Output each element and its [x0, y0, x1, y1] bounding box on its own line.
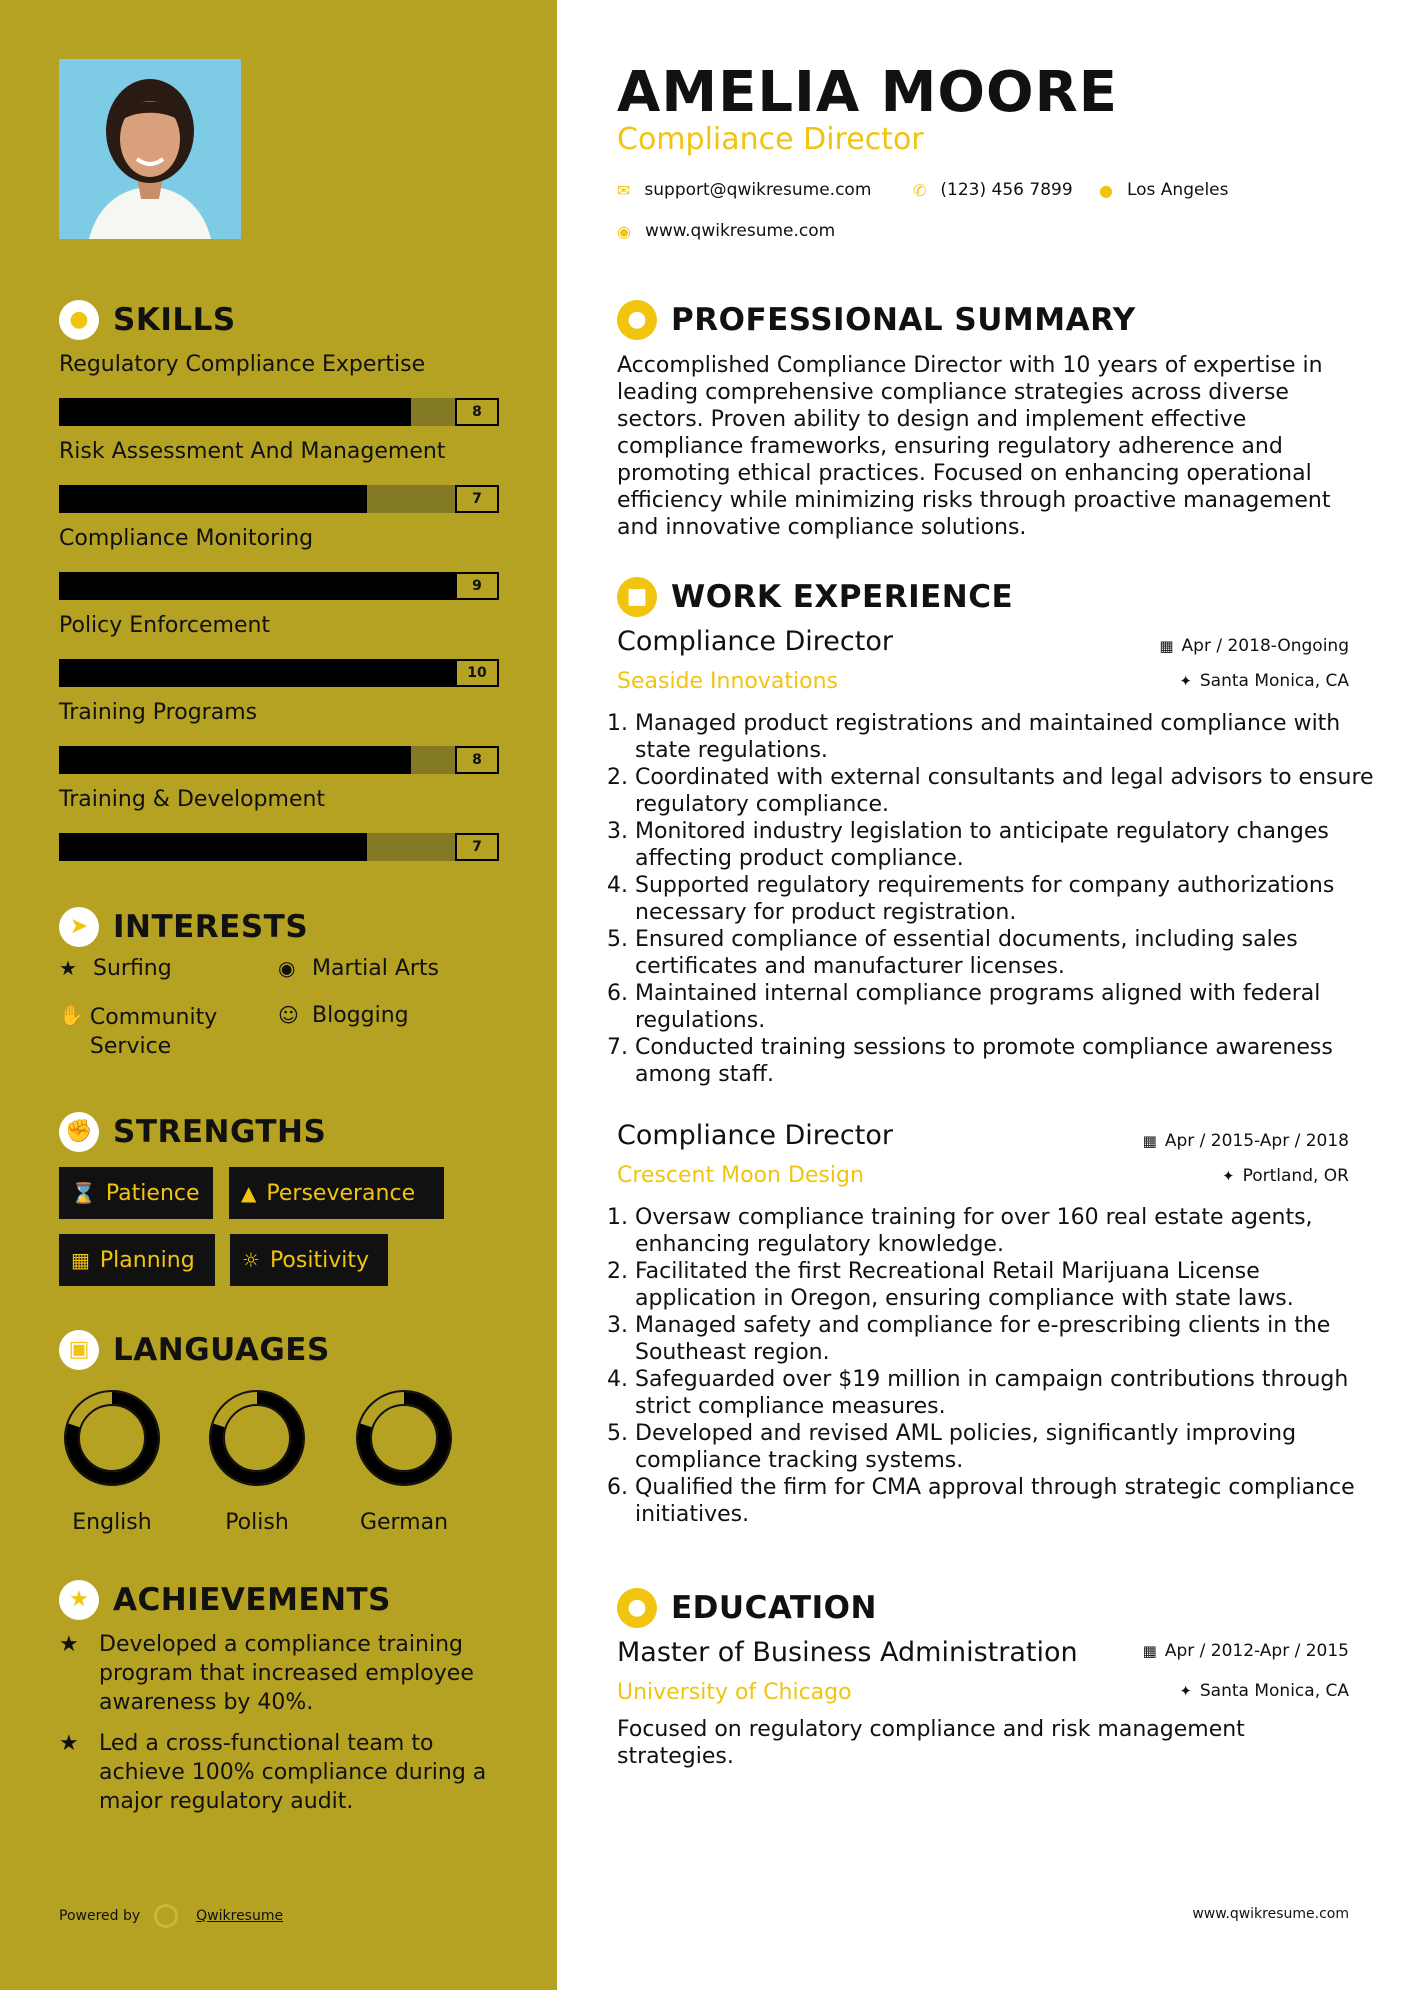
skill-bar: [59, 485, 499, 513]
degree-title: Master of Business Administration: [617, 1637, 1078, 1668]
language-ring: [207, 1388, 307, 1488]
sidebar: [0, 0, 557, 1990]
skill-value: 9: [455, 572, 499, 600]
education-location-text: Santa Monica, CA: [1199, 1681, 1349, 1701]
job-dates-text: Apr / 2015-Apr / 2018: [1164, 1131, 1349, 1151]
strength-label: Perseverance: [266, 1180, 416, 1206]
strength-chip: [59, 1234, 215, 1286]
skill-bar-fill: [59, 485, 367, 513]
skill-bar-fill: [59, 572, 455, 600]
languages-title: LANGUAGES: [113, 1332, 330, 1368]
email-contact: [617, 180, 871, 200]
calendar-icon: ▦: [71, 1248, 90, 1272]
strength-chip: [229, 1167, 444, 1219]
job-bullets: [617, 1204, 1375, 1528]
job-bullet: 4. Supported regulatory requirements for company authorizations necessary for product registration.: [635, 872, 1375, 926]
skill-name: Regulatory Compliance Expertise: [59, 352, 426, 377]
strength-chip: [59, 1167, 213, 1219]
phone-contact: [913, 180, 1073, 200]
strengths-heading: [59, 1112, 326, 1152]
education-location: [1179, 1681, 1349, 1701]
summary-heading: [617, 300, 1136, 340]
candidate-title: Compliance Director: [617, 122, 924, 157]
pushpin-icon: ✦: [1179, 1682, 1192, 1700]
powered-by: [59, 1904, 283, 1928]
users-icon: ☺: [278, 1003, 299, 1027]
education-title: EDUCATION: [671, 1590, 877, 1626]
education-dates: [1143, 1641, 1349, 1661]
job-location: [1179, 671, 1349, 691]
profile-photo: [59, 59, 241, 239]
job-bullet: 2. Facilitated the first Recreational Retail Marijuana License application in Oregon, ensuring compliance with state laws.: [635, 1258, 1375, 1312]
interest-item: [278, 1003, 409, 1028]
skill-bar-fill: [59, 659, 499, 687]
job-location: [1222, 1166, 1349, 1186]
skill-name: Compliance Monitoring: [59, 526, 314, 551]
interest-label: Community Service: [89, 1005, 218, 1059]
job-dates: [1143, 1131, 1349, 1151]
job-location-text: Portland, OR: [1242, 1166, 1349, 1186]
skill-bar: [59, 746, 499, 774]
skill-item: [59, 700, 499, 774]
skill-item: [59, 352, 499, 426]
skill-value: 10: [455, 659, 499, 687]
achievements-title: ACHIEVEMENTS: [113, 1582, 392, 1618]
achievement-text: Led a cross-functional team to achieve 100% compliance during a major regulatory audit.: [99, 1731, 487, 1814]
interests-title: INTERESTS: [113, 909, 309, 945]
star-badge-icon: ★: [59, 1580, 99, 1620]
job-bullet: 5. Ensured compliance of essential documents, including sales certificates and manufacturer licenses.: [635, 926, 1375, 980]
shooting-star-icon: ★: [59, 1632, 79, 1657]
languages-heading: [59, 1330, 330, 1370]
globe-icon: ◉: [617, 221, 631, 241]
website-text: www.qwikresume.com: [644, 221, 836, 241]
job-dates: [1159, 636, 1349, 656]
education-heading: [617, 1588, 877, 1628]
job-bullet: 3. Managed safety and compliance for e-prescribing clients in the Southeast region.: [635, 1312, 1375, 1366]
skills-heading: [59, 300, 236, 340]
job-bullet: 7. Conducted training sessions to promote compliance awareness among staff.: [635, 1034, 1375, 1088]
achievements-heading: [59, 1580, 391, 1620]
powered-by-label: Powered by: [59, 1908, 141, 1924]
job-title: Compliance Director: [617, 626, 893, 657]
job-bullet: 6. Qualified the firm for CMA approval through strategic compliance initiatives.: [635, 1474, 1375, 1528]
language-ring: [62, 1388, 162, 1488]
interest-label: Surfing: [93, 956, 172, 981]
job-bullet: 4. Safeguarded over $19 million in campaign contributions through strict compliance measures.: [635, 1366, 1375, 1420]
skill-bar-fill: [59, 746, 411, 774]
company-name: Crescent Moon Design: [617, 1163, 864, 1188]
skill-item: [59, 526, 499, 600]
company-name: Seaside Innovations: [617, 669, 838, 694]
skill-bar-fill: [59, 398, 411, 426]
language-item: [339, 1388, 469, 1535]
achievement-item: [59, 1630, 499, 1717]
website-contact: [617, 221, 835, 241]
pushpin-icon: ✦: [1222, 1167, 1235, 1185]
language-item: [47, 1388, 177, 1535]
language-label: English: [72, 1510, 152, 1535]
achievement-text: Developed a compliance training program that increased employee awareness by 40%.: [99, 1632, 474, 1715]
lightbulb-icon: ●: [59, 300, 99, 340]
skill-bar: [59, 833, 499, 861]
language-item: [192, 1388, 322, 1535]
skill-bar-fill: [59, 833, 367, 861]
interest-label: Blogging: [312, 1003, 409, 1028]
office-chair-icon: ■: [617, 577, 657, 617]
map-pin-icon: ●: [1099, 180, 1113, 200]
summary-title: PROFESSIONAL SUMMARY: [671, 302, 1136, 338]
interest-item: [278, 956, 439, 981]
skill-value: 7: [455, 833, 499, 861]
school-name: University of Chicago: [617, 1680, 852, 1705]
location-text: Los Angeles: [1126, 180, 1229, 200]
job-title: Compliance Director: [617, 1120, 893, 1151]
experience-title: WORK EXPERIENCE: [671, 579, 1014, 615]
hourglass-icon: ⌛: [71, 1181, 96, 1205]
language-label: Polish: [225, 1510, 289, 1535]
graduate-icon: ●: [617, 1588, 657, 1628]
interests-heading: [59, 907, 308, 947]
calendar-icon: ▦: [1142, 1642, 1157, 1660]
globe-icon: ◉: [278, 956, 296, 980]
summary-text: Accomplished Compliance Director with 10 years of expertise in leading comprehensive compliance strategies across diverse sectors. Proven ability to design and implement effective compliance frameworks, ensuring regulatory adherence and promoting ethical practices. Focused on enhancing operational efficiency while minimizing risks through proactive management and innovative compliance solutions.: [617, 353, 1331, 540]
phone-text: (123) 456 7899: [940, 180, 1073, 200]
footer-url: www.qwikresume.com: [1192, 1906, 1349, 1922]
email-text: support@qwikresume.com: [644, 180, 872, 200]
language-label: German: [359, 1510, 449, 1535]
skill-value: 8: [455, 746, 499, 774]
language-card-icon: ▣: [59, 1330, 99, 1370]
calendar-icon: ▦: [1142, 1132, 1157, 1150]
shooting-star-icon: ★: [59, 1731, 79, 1756]
calendar-icon: ▦: [1159, 637, 1174, 655]
job-bullet: 1. Managed product registrations and maintained compliance with state regulations.: [635, 710, 1375, 764]
strengths-title: STRENGTHS: [113, 1114, 327, 1150]
language-ring: [354, 1388, 454, 1488]
strength-label: Patience: [105, 1180, 200, 1206]
job-bullet: 2. Coordinated with external consultants and legal advisors to ensure regulatory compliance.: [635, 764, 1375, 818]
education-description: Focused on regulatory compliance and risk management strategies.: [617, 1717, 1245, 1769]
strength-label: Positivity: [269, 1247, 369, 1273]
skill-item: [59, 787, 499, 861]
qwikresume-logo-icon: [154, 1904, 178, 1928]
job-bullet: 1. Oversaw compliance training for over 160 real estate agents, enhancing regulatory knowledge.: [635, 1204, 1375, 1258]
sun-icon: ☼: [242, 1248, 260, 1272]
skill-name: Training & Development: [59, 787, 326, 812]
job-dates-text: Apr / 2018-Ongoing: [1181, 636, 1349, 656]
skill-item: [59, 613, 499, 687]
user-icon: ●: [617, 300, 657, 340]
skill-bar: [59, 572, 499, 600]
job-bullet: 3. Monitored industry legislation to anticipate regulatory changes affecting product compliance.: [635, 818, 1375, 872]
strength-chip: [230, 1234, 388, 1286]
pushpin-icon: ✦: [1179, 672, 1192, 690]
job-bullet: 6. Maintained internal compliance programs aligned with federal regulations.: [635, 980, 1375, 1034]
strength-label: Planning: [99, 1247, 195, 1273]
skills-title: SKILLS: [113, 302, 236, 338]
star-icon: ★: [59, 956, 77, 980]
job-bullets: [617, 710, 1375, 1088]
interest-label: Martial Arts: [312, 956, 440, 981]
road-icon: ▲: [241, 1181, 257, 1205]
job-bullet: 5. Developed and revised AML policies, significantly improving compliance tracking systems.: [635, 1420, 1375, 1474]
education-dates-text: Apr / 2012-Apr / 2015: [1164, 1641, 1349, 1661]
experience-heading: [617, 577, 1013, 617]
hand-icon: ✋: [59, 1003, 84, 1027]
skill-bar: [59, 659, 499, 687]
envelope-icon: ✉: [617, 180, 631, 200]
skill-name: Risk Assessment And Management: [59, 439, 446, 464]
skill-value: 8: [455, 398, 499, 426]
qwikresume-link[interactable]: Qwikresume: [196, 1908, 284, 1924]
candidate-name: AMELIA MOORE: [617, 60, 1118, 125]
achievement-item: [59, 1729, 499, 1816]
skill-name: Policy Enforcement: [59, 613, 271, 638]
location-contact: [1099, 180, 1229, 200]
phone-icon: ✆: [913, 180, 927, 200]
paper-plane-icon: ➤: [59, 907, 99, 947]
interest-item: [59, 1003, 239, 1061]
fist-icon: ✊: [59, 1112, 99, 1152]
skill-bar: [59, 398, 499, 426]
skill-item: [59, 439, 499, 513]
job-location-text: Santa Monica, CA: [1199, 671, 1349, 691]
skill-name: Training Programs: [59, 700, 258, 725]
interest-item: [59, 956, 172, 981]
skill-value: 7: [455, 485, 499, 513]
